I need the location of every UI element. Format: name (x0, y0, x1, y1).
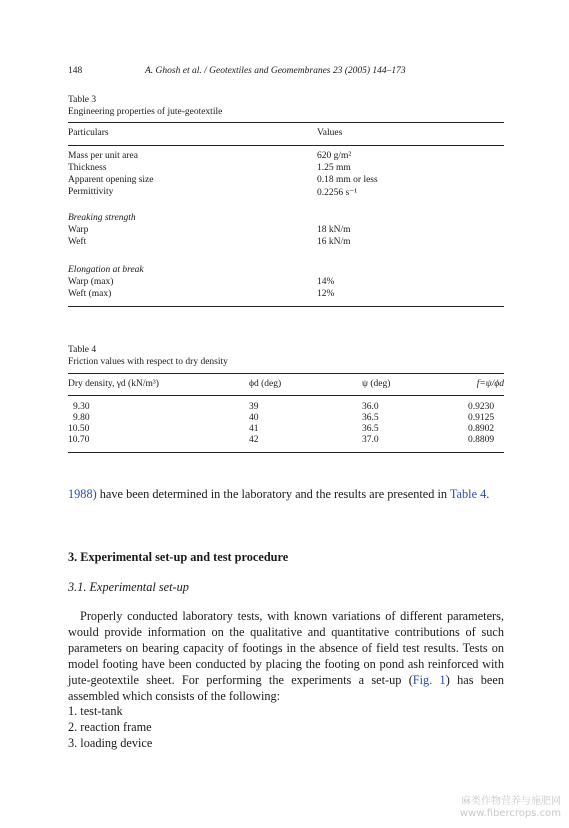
table4-cell: 10.70 (68, 435, 90, 445)
table3-subheading (68, 265, 504, 277)
table3-cell: 12% (317, 289, 335, 299)
equipment-list (68, 703, 504, 751)
subsection-heading: 3.1. Experimental set-up (68, 580, 189, 594)
paragraph-setup (68, 608, 504, 704)
table4-col-f: f=ψ/ϕd (476, 379, 504, 389)
table-row (68, 225, 504, 237)
table4-header-rule (68, 395, 504, 396)
list-item: 3. loading device (68, 736, 153, 750)
table4-col-psi: ψ (deg) (362, 379, 391, 389)
table3-col-values: Values (317, 128, 343, 138)
table4-cell: 0.8809 (468, 435, 495, 445)
table4-cell: 42 (249, 435, 259, 445)
table3-col-particulars: Particulars (68, 128, 109, 138)
table4-cell: 10.50 (68, 424, 90, 434)
list-item: 1. test-tank (68, 704, 123, 718)
table4-header (68, 379, 504, 391)
paragraph-text: ) has been assembled which consists of the following: (68, 673, 504, 703)
watermark-line: www.fibercrops.com (459, 808, 561, 819)
paragraph-text: Properly conducted laboratory tests, with known variations of different parameters, would provide information on the qualitative and quantitative contributions of such parameters on bearing capacity of footings in the absence of field test results. Tests on model footing have been conducted by placing the footing on pond ash reinforced with jute-geotextile sheet. For performing the experiments a set-up ( (68, 609, 504, 687)
table3-cell: Warp (max) (68, 277, 114, 287)
table4-col-phi: ϕd (deg) (249, 379, 282, 389)
table-row (68, 289, 504, 301)
paragraph-text: have been determined in the laboratory and the results are presented in (96, 487, 448, 501)
table3-cell: 18 kN/m (317, 225, 351, 235)
table-row (68, 277, 504, 289)
table4-col-density: Dry density, γd (kN/m³) (68, 379, 159, 389)
figure-ref-link[interactable]: Fig. 1 (412, 673, 446, 687)
journal-citation: A. Ghosh et al. / Geotextiles and Geomembranes 23 (2005) 144–173 (145, 66, 406, 76)
table3-bottom-rule (68, 306, 504, 307)
table3-cell: 14% (317, 277, 335, 287)
table4-cell: 37.0 (362, 435, 379, 445)
table-row (68, 175, 504, 187)
table-row (68, 435, 504, 447)
table3-subheading (68, 213, 504, 225)
table4-label: Table 4 (68, 345, 97, 355)
table4-bottom-rule (68, 452, 504, 453)
table3-cell: Elongation at break (68, 265, 144, 275)
table3-cell: Breaking strength (68, 213, 136, 223)
table3-cell: Mass per unit area (68, 151, 138, 161)
citation-link[interactable]: 1988) (68, 487, 97, 501)
table4-caption: Friction values with respect to dry density (68, 357, 228, 367)
table4-top-rule (68, 373, 504, 374)
table-row (68, 151, 504, 163)
list-item: 2. reaction frame (68, 720, 152, 734)
table3-caption: Engineering properties of jute-geotextile (68, 107, 223, 117)
table3-cell: Weft (68, 237, 87, 247)
page-number: 148 (68, 66, 83, 76)
table4-cell: 36.5 (362, 413, 379, 423)
table-row (68, 187, 504, 199)
table3-cell: Weft (max) (68, 289, 112, 299)
watermark-line: 麻类作物营养与施肥网 (461, 796, 561, 807)
table3-cell: Thickness (68, 163, 107, 173)
table3-cell: 0.2256 s⁻¹ (317, 188, 358, 198)
table4-cell: 40 (249, 413, 259, 423)
table3-cell: 16 kN/m (317, 237, 351, 247)
table3-header-rule (68, 145, 504, 146)
table4-cell: 0.8902 (468, 424, 495, 434)
watermark (460, 796, 561, 820)
paragraph-text: . (486, 487, 490, 501)
table4-cell: 39 (249, 402, 259, 412)
table3-cell: Permittivity (68, 187, 114, 197)
table4-cell: 0.9230 (468, 402, 495, 412)
table3-cell: 0.18 mm or less (317, 175, 378, 185)
table4-cell: 0.9125 (468, 413, 495, 423)
table4-cell: 36.5 (362, 424, 379, 434)
table-row (68, 237, 504, 249)
table3-cell: Apparent opening size (68, 175, 154, 185)
table3-label: Table 3 (68, 95, 97, 105)
table4-cell: 36.0 (362, 402, 379, 412)
table4-cell: 9.30 (73, 402, 90, 412)
table-ref-link[interactable]: Table 4 (449, 487, 487, 501)
table3-cell: Warp (68, 225, 89, 235)
section-heading: 3. Experimental set-up and test procedure (68, 550, 289, 564)
paragraph-continuation (68, 486, 504, 502)
table-row (68, 163, 504, 175)
table3-top-rule (68, 122, 504, 123)
table4-body (68, 402, 504, 450)
table4-cell: 9.80 (73, 413, 90, 423)
table3-cell: 1.25 mm (317, 163, 351, 173)
table4-cell: 41 (249, 424, 259, 434)
table3-cell: 620 g/m² (317, 151, 352, 161)
